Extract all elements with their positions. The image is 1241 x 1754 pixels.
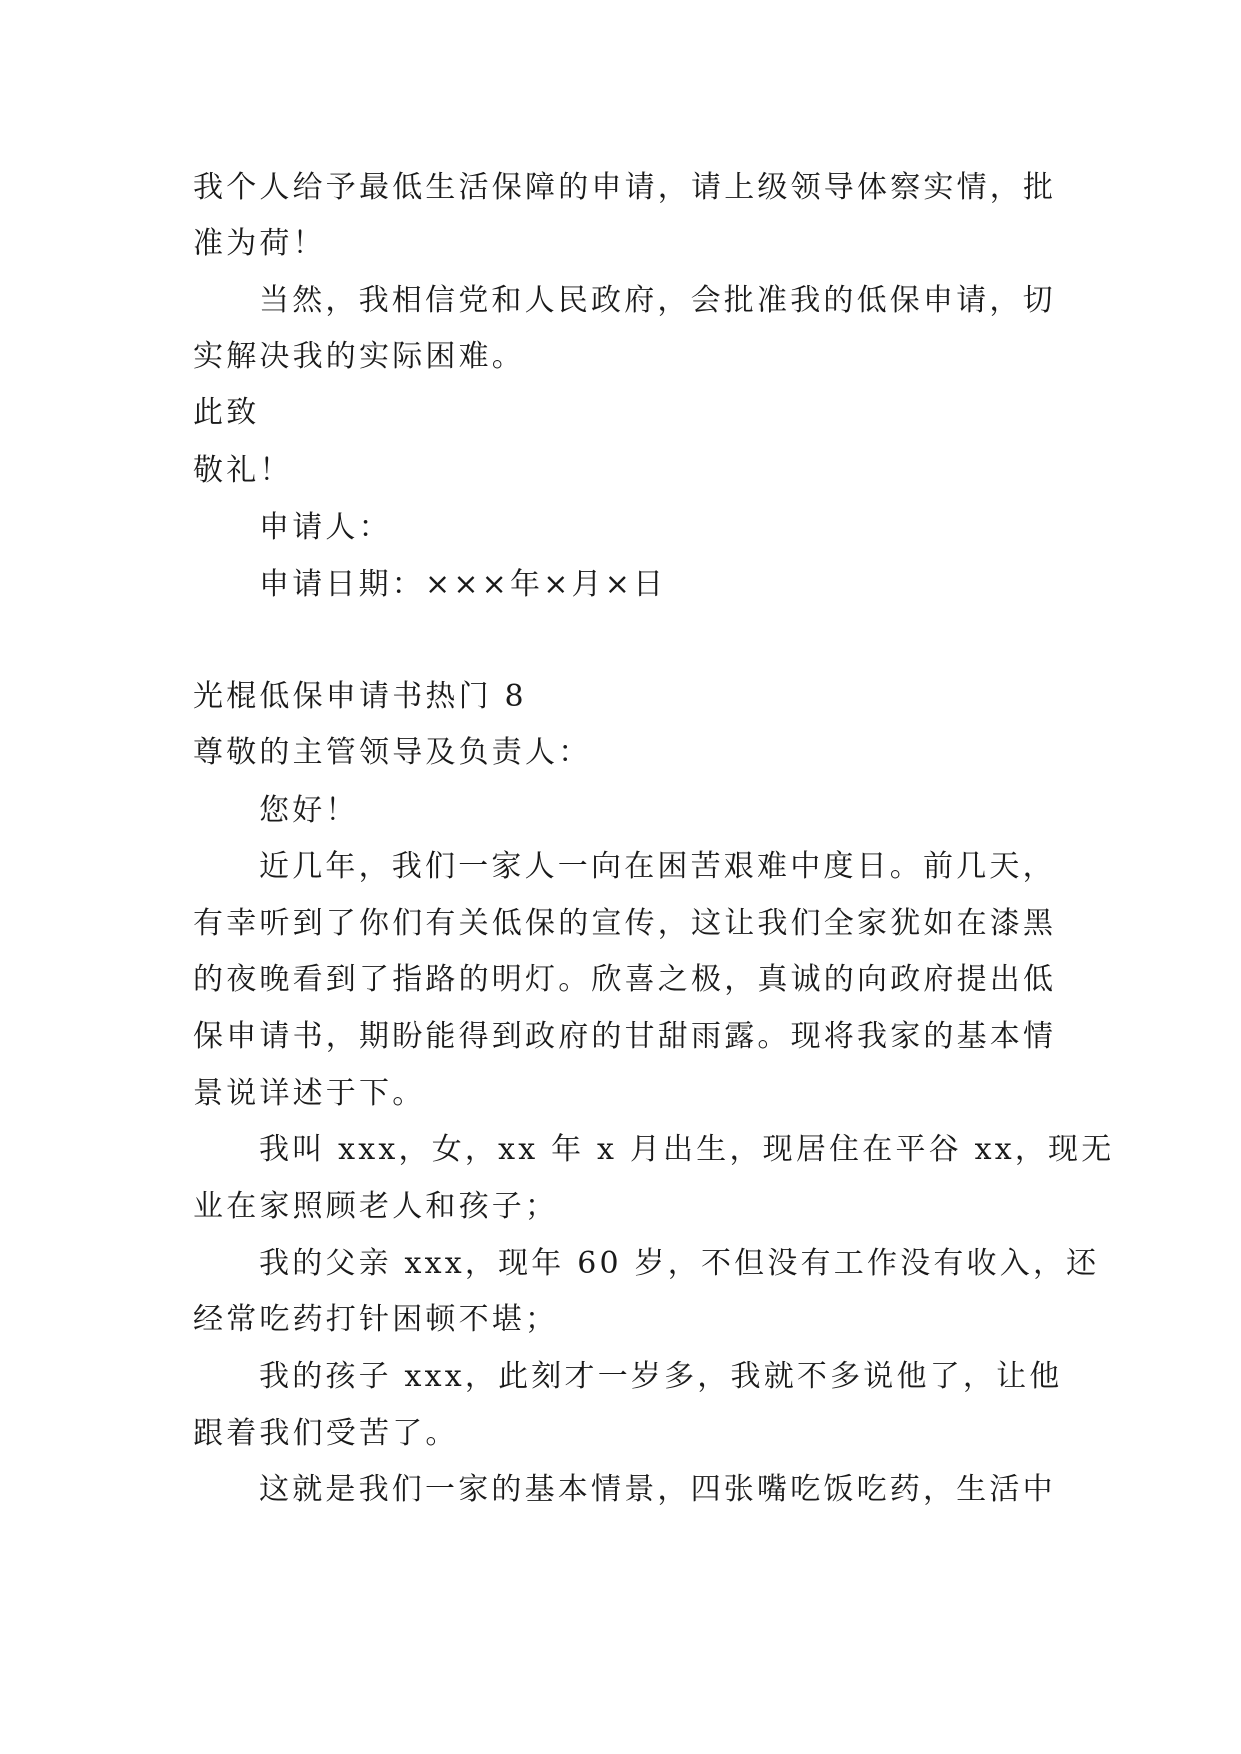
- paragraph-line: 我的孩子 xxx，此刻才一岁多，我就不多说他了，让他: [259, 1359, 1063, 1394]
- paragraph-line: 的夜晚看到了指路的明灯。欣喜之极，真诚的向政府提出低: [193, 962, 1057, 997]
- paragraph-line: 近几年，我们一家人一向在困苦艰难中度日。前几天，: [259, 849, 1056, 884]
- greeting-line: 您好！: [259, 793, 359, 828]
- paragraph-line: 当然，我相信党和人民政府，会批准我的低保申请，切: [259, 283, 1056, 318]
- paragraph-line: 有幸听到了你们有关低保的宣传，这让我们全家犹如在漆黑: [193, 906, 1057, 941]
- paragraph-line: 业在家照顾老人和孩子；: [193, 1189, 559, 1224]
- date-line: 申请日期：×××年×月×日: [259, 567, 667, 602]
- salutation-line: 尊敬的主管领导及负责人：: [193, 735, 592, 770]
- closing-line: 此致: [193, 395, 260, 430]
- paragraph-line: 我的父亲 xxx，现年 60 岁，不但没有工作没有收入，还: [259, 1246, 1100, 1281]
- paragraph-line: 跟着我们受苦了。: [193, 1416, 459, 1451]
- paragraph-line: 保申请书，期盼能得到政府的甘甜雨露。现将我家的基本情: [193, 1019, 1057, 1054]
- section-title: 光棍低保申请书热门 8: [193, 679, 527, 714]
- applicant-line: 申请人：: [259, 510, 392, 545]
- paragraph-line: 我个人给予最低生活保障的申请，请上级领导体察实情，批: [193, 170, 1057, 205]
- paragraph-line: 准为荷！: [193, 226, 326, 261]
- closing-line: 敬礼！: [193, 453, 293, 488]
- paragraph-line: 我叫 xxx，女，xx 年 x 月出生，现居住在平谷 xx，现无: [259, 1132, 1115, 1167]
- paragraph-line: 景说详述于下。: [193, 1076, 426, 1111]
- paragraph-line: 实解决我的实际困难。: [193, 339, 525, 374]
- paragraph-line: 经常吃药打针困顿不堪；: [193, 1302, 559, 1337]
- paragraph-line: 这就是我们一家的基本情景，四张嘴吃饭吃药，生活中: [259, 1472, 1056, 1507]
